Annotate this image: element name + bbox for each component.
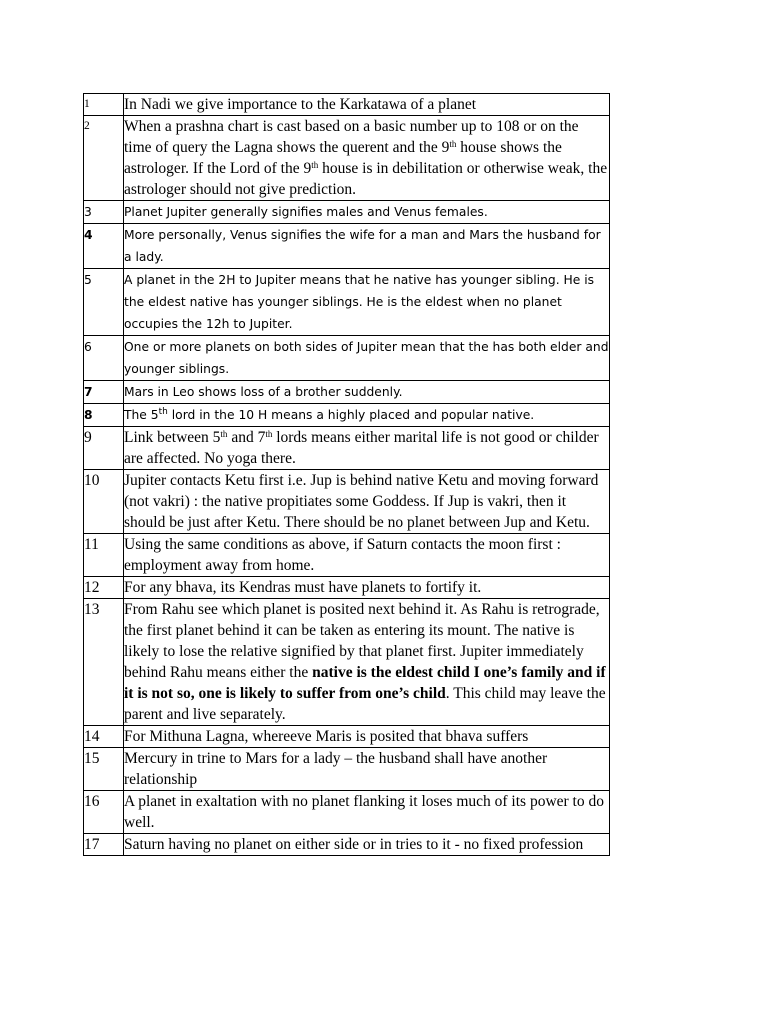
row-text: For any bhava, its Kendras must have planets to fortify it. [124, 577, 610, 599]
text-run: When a prashna chart is cast based on a basic number up to 108 or on the time of query the Lagna shows the querent and the 9 [124, 118, 579, 156]
row-number: 16 [84, 791, 124, 834]
table-row [84, 748, 610, 791]
table-row [84, 791, 610, 834]
table-row [84, 470, 610, 534]
row-text [124, 427, 610, 470]
row-number: 3 [84, 201, 124, 224]
text-run: house shows the astrologer. If the Lord of the 9 [124, 139, 562, 177]
row-text [124, 599, 610, 726]
text-run: . This child may leave the parent and live separately. [124, 685, 606, 723]
table-row [84, 116, 610, 201]
row-text: A planet in exaltation with no planet flanking it loses much of its power to do well. [124, 791, 610, 834]
row-text: Mars in Leo shows loss of a brother suddenly. [124, 381, 610, 404]
row-number: 12 [84, 577, 124, 599]
row-number: 10 [84, 470, 124, 534]
table-row [84, 269, 610, 336]
table-row [84, 336, 610, 381]
table-row [84, 427, 610, 470]
notes-table [83, 93, 610, 856]
table-row [84, 834, 610, 856]
row-number: 14 [84, 726, 124, 748]
text-run: house is in debilitation or otherwise weak, the astrologer should not give prediction. [124, 160, 608, 198]
row-text: Planet Jupiter generally signifies males and Venus females. [124, 201, 610, 224]
row-number: 15 [84, 748, 124, 791]
row-text: A planet in the 2H to Jupiter means that he native has younger sibling. He is the eldest native has younger siblings. He is the eldest when no planet occupies the 12h to Jupiter. [124, 269, 610, 336]
row-number: 11 [84, 534, 124, 577]
row-number: 13 [84, 599, 124, 726]
table-row [84, 404, 610, 427]
row-number: 2 [84, 116, 124, 201]
text-run: The 5 [124, 408, 159, 422]
superscript: th [220, 429, 228, 439]
row-number: 4 [84, 224, 124, 269]
table-row [84, 534, 610, 577]
row-number: 17 [84, 834, 124, 856]
text-run: lord in the 10 H means a highly placed and popular native. [167, 408, 535, 422]
row-number: 6 [84, 336, 124, 381]
row-number: 1 [84, 94, 124, 116]
table-row [84, 224, 610, 269]
table-row [84, 726, 610, 748]
row-text: More personally, Venus signifies the wife for a man and Mars the husband for a lady. [124, 224, 610, 269]
row-text [124, 404, 610, 427]
superscript: th [449, 139, 457, 149]
row-number: 7 [84, 381, 124, 404]
row-number: 9 [84, 427, 124, 470]
row-text: One or more planets on both sides of Jupiter mean that the has both elder and younger siblings. [124, 336, 610, 381]
row-text: In Nadi we give importance to the Karkatawa of a planet [124, 94, 610, 116]
text-run: lords means either marital life is not good or childer are affected. No yoga there. [124, 429, 599, 467]
row-text: Mercury in trine to Mars for a lady – the husband shall have another relationship [124, 748, 610, 791]
row-text: Using the same conditions as above, if Saturn contacts the moon first : employment away from home. [124, 534, 610, 577]
row-text: Saturn having no planet on either side or in tries to it - no fixed profession [124, 834, 610, 856]
text-run: and 7 [227, 429, 266, 446]
superscript: th [158, 407, 168, 417]
table-row [84, 94, 610, 116]
row-number: 8 [84, 404, 124, 427]
superscript: th [311, 160, 319, 170]
bold-text-run: native is the eldest child I one’s family and if it is not so, one is likely to suffer from one’s child [124, 664, 606, 702]
table-row [84, 201, 610, 224]
superscript: th [265, 429, 273, 439]
row-text [124, 116, 610, 201]
text-run: Link between 5 [124, 429, 221, 446]
table-row [84, 381, 610, 404]
table-row [84, 577, 610, 599]
row-number: 5 [84, 269, 124, 336]
row-text: Jupiter contacts Ketu first i.e. Jup is behind native Ketu and moving forward (not vakri) : the native propitiates some Goddess. If Jup is vakri, then it should be just after Ketu. There should be no planet between Jup and Ketu. [124, 470, 610, 534]
row-text: For Mithuna Lagna, whereeve Maris is posited that bhava suffers [124, 726, 610, 748]
table-row [84, 599, 610, 726]
text-run: From Rahu see which planet is posited next behind it. As Rahu is retrograde, the first planet behind it can be taken as entering its mount. The native is likely to lose the relative signified by that planet first. Jupiter immediately behind Rahu means either the [124, 601, 600, 681]
